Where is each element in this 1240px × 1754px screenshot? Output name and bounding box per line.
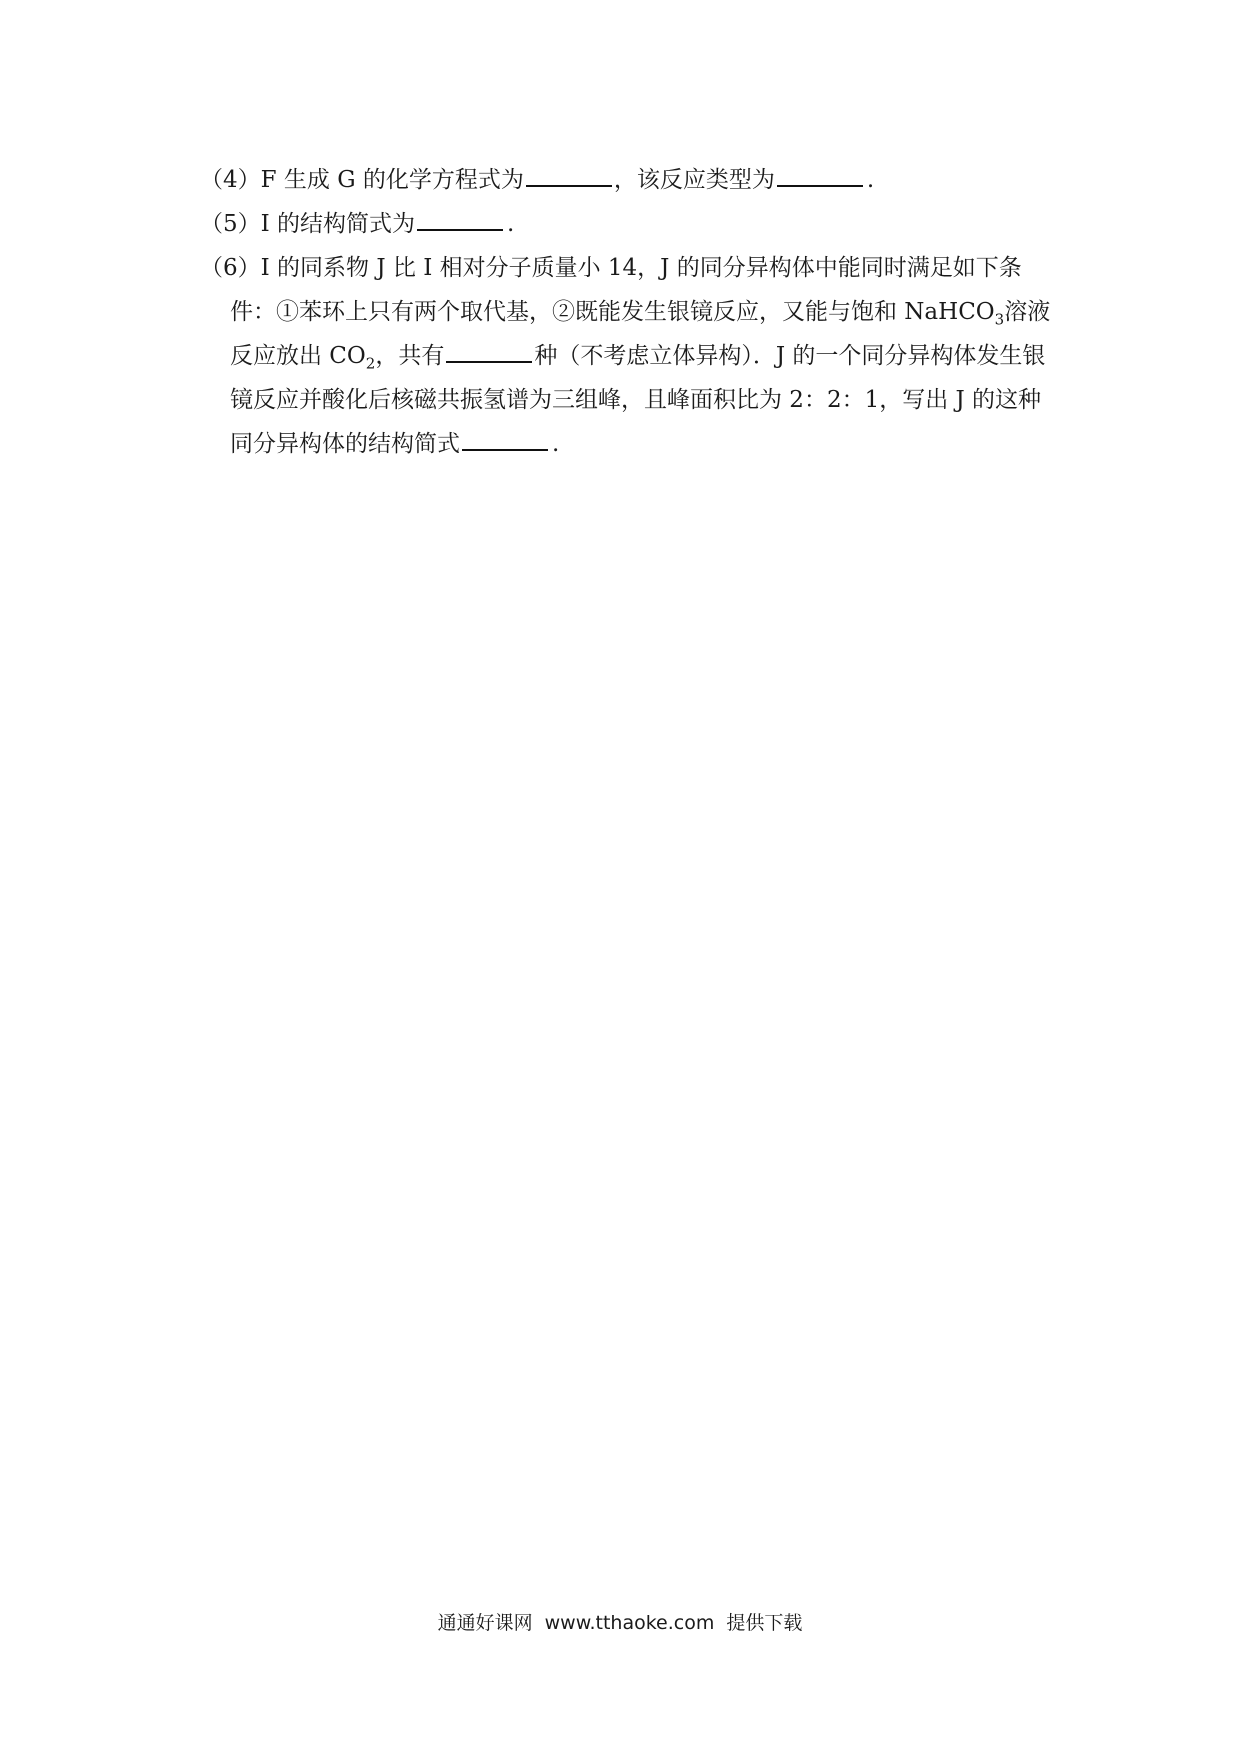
- question-text: ，共有: [375, 343, 445, 369]
- question-number: （5）: [200, 211, 261, 237]
- period: .: [507, 211, 515, 237]
- question-text: I 的结构简式为: [260, 211, 416, 237]
- question-6: [200, 246, 1060, 466]
- subscript: 3: [994, 310, 1005, 329]
- answer-blank: [446, 360, 532, 363]
- question-4: [200, 158, 1060, 202]
- footer-url[interactable]: www.tthaoke.com: [544, 1612, 715, 1634]
- answer-blank: [462, 448, 548, 451]
- period: .: [866, 167, 875, 193]
- period: .: [552, 431, 560, 457]
- answer-blank: [417, 228, 503, 231]
- footer-site-name: 通通好课网: [437, 1612, 533, 1634]
- question-text: 溶液反应放出 CO: [230, 299, 1051, 369]
- footer-suffix: 提供下载: [726, 1612, 803, 1634]
- question-5: [200, 202, 1060, 246]
- question-text: ，该反应类型为: [613, 167, 775, 193]
- question-text: I 的同系物 J 比 I 相对分子质量小 14，J 的同分异构体中能同时满足如下条件：①苯环上只有两个取代基，②既能发生银镜反应，又能与饱和 NaHCO: [230, 255, 1022, 325]
- subscript: 2: [365, 354, 376, 373]
- answer-blank: [526, 184, 612, 187]
- question-text: F 生成 G 的化学方程式为: [260, 167, 524, 193]
- question-number: （6）: [200, 255, 261, 281]
- answer-blank: [777, 184, 863, 187]
- page-footer: [0, 1608, 1240, 1635]
- question-number: （4）: [200, 167, 261, 193]
- question-text: 种（不考虑立体异构）．J 的一个同分异构体发生银镜反应并酸化后核磁共振氢谱为三组峰，且峰面积比为 2：2：1，写出 J 的这种同分异构体的结构简式: [230, 343, 1046, 457]
- question-list: [200, 158, 1060, 466]
